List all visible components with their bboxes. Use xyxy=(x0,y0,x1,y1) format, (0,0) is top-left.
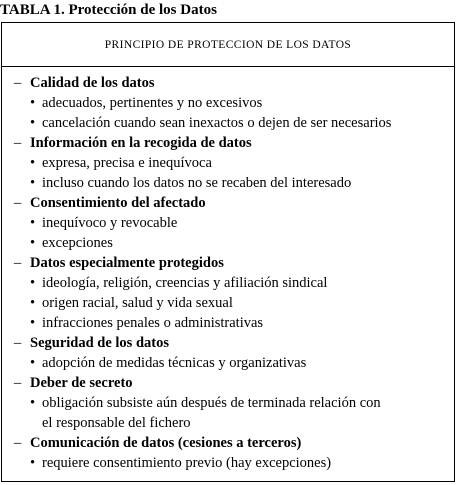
item-text: obligación subsiste aún después de terminada relación con xyxy=(42,395,381,411)
bullet-marker: • xyxy=(30,155,36,171)
section-title xyxy=(2,193,454,213)
section-item xyxy=(2,93,454,113)
item-text: infracciones penales o administrativas xyxy=(42,315,264,331)
section-item xyxy=(2,173,454,193)
item-text: incluso cuando los datos no se recaben del interesado xyxy=(42,175,352,191)
principle-section xyxy=(2,373,454,433)
item-text: expresa, precisa e inequívoca xyxy=(42,155,212,171)
section-item xyxy=(2,113,454,133)
principle-section xyxy=(2,133,454,193)
bullet-marker: • xyxy=(30,215,36,231)
dash-marker: – xyxy=(14,135,22,151)
item-text: adecuados, pertinentes y no excesivos xyxy=(42,95,263,111)
item-text: inequívoco y revocable xyxy=(42,215,178,231)
item-text: ideología, religión, creencias y afiliación sindical xyxy=(42,275,328,291)
item-text: el responsable del fichero xyxy=(42,415,191,431)
section-title-text: Deber de secreto xyxy=(30,375,133,391)
bullet-marker: • xyxy=(30,95,36,111)
section-title-text: Comunicación de datos (cesiones a terceros) xyxy=(30,435,302,451)
bullet-marker: • xyxy=(30,275,36,291)
dash-marker: – xyxy=(14,335,22,351)
section-title xyxy=(2,253,454,273)
principle-section xyxy=(2,433,454,473)
section-item xyxy=(2,353,454,373)
dash-marker: – xyxy=(14,435,22,451)
section-item xyxy=(2,233,454,253)
section-title xyxy=(2,73,454,93)
section-title-text: Consentimiento del afectado xyxy=(30,195,206,211)
bullet-marker: • xyxy=(30,315,36,331)
item-text: adopción de medidas técnicas y organizativas xyxy=(42,355,307,371)
section-title-text: Datos especialmente protegidos xyxy=(30,255,224,271)
item-text: cancelación cuando sean inexactos o dejen de ser necesarios xyxy=(42,115,392,131)
dash-marker: – xyxy=(14,195,22,211)
bullet-marker: • xyxy=(30,235,36,251)
section-title-text: Información en la recogida de datos xyxy=(30,135,252,151)
section-title-text: Seguridad de los datos xyxy=(30,335,169,351)
section-title xyxy=(2,333,454,353)
section-title xyxy=(2,373,454,393)
bullet-marker: • xyxy=(30,395,36,411)
dash-marker: – xyxy=(14,255,22,271)
bullet-marker: • xyxy=(30,175,36,191)
bullet-marker: • xyxy=(30,355,36,371)
section-title xyxy=(2,433,454,453)
principle-section xyxy=(2,253,454,333)
section-item xyxy=(2,153,454,173)
principles-table xyxy=(1,22,455,482)
bullet-marker: • xyxy=(30,295,36,311)
bullet-marker: • xyxy=(30,455,36,471)
table-header: PRINCIPIO DE PROTECCION DE LOS DATOS xyxy=(2,23,454,67)
item-text: requiere consentimiento previo (hay excepciones) xyxy=(42,455,332,471)
section-item xyxy=(2,273,454,293)
section-title-text: Calidad de los datos xyxy=(30,75,155,91)
table-caption: TABLA 1. Protección de los Datos xyxy=(0,2,217,18)
bullet-marker: • xyxy=(30,115,36,131)
table-body xyxy=(2,67,454,473)
section-item xyxy=(2,213,454,233)
dash-marker: – xyxy=(14,75,22,91)
item-text: excepciones xyxy=(42,235,113,251)
section-title xyxy=(2,133,454,153)
section-item xyxy=(2,293,454,313)
section-item xyxy=(2,393,454,433)
dash-marker: – xyxy=(14,375,22,391)
section-item xyxy=(2,313,454,333)
item-text: origen racial, salud y vida sexual xyxy=(42,295,233,311)
principle-section xyxy=(2,73,454,133)
principle-section xyxy=(2,333,454,373)
principle-section xyxy=(2,193,454,253)
section-item xyxy=(2,453,454,473)
